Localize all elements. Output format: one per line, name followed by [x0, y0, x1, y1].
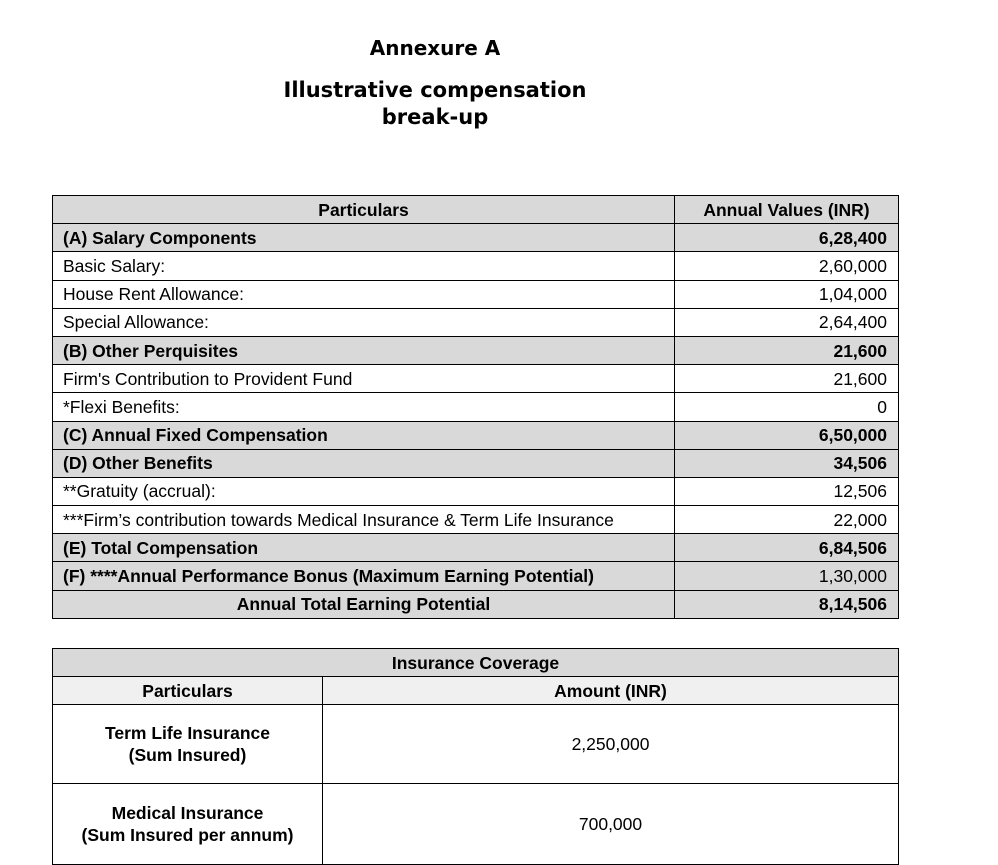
row-value: 1,04,000: [675, 280, 899, 308]
row-amount: 2,250,000: [323, 705, 899, 784]
row-label: (F) ****Annual Performance Bonus (Maximum Earning Potential): [53, 562, 675, 590]
row-label: *Flexi Benefits:: [53, 393, 675, 421]
column-header-amount: Amount (INR): [323, 677, 899, 705]
table-row-house-rent-allowance: [53, 280, 899, 308]
row-label: Basic Salary:: [53, 252, 675, 280]
table-row-other-benefits: [53, 449, 899, 477]
row-label: ***Firm’s contribution towards Medical Insurance & Term Life Insurance: [53, 506, 675, 534]
row-value: 2,64,400: [675, 308, 899, 336]
row-value: 21,600: [675, 336, 899, 364]
row-label: [53, 705, 323, 784]
table-row-flexi-benefits: [53, 393, 899, 421]
table-row-term-life-insurance: [53, 705, 899, 784]
table-header-row: [53, 196, 899, 224]
table-row-medical-insurance: [53, 784, 899, 865]
page-title: [270, 77, 600, 131]
row-label-line-1: Medical Insurance: [111, 803, 264, 823]
row-label: **Gratuity (accrual):: [53, 477, 675, 505]
row-value: 2,60,000: [675, 252, 899, 280]
column-header-particulars: Particulars: [53, 677, 323, 705]
row-label-line-2: (Sum Insured): [128, 745, 247, 765]
insurance-table: [52, 648, 899, 865]
row-label: (E) Total Compensation: [53, 534, 675, 562]
row-value: 6,28,400: [675, 224, 899, 252]
row-label: Special Allowance:: [53, 308, 675, 336]
row-label: (B) Other Perquisites: [53, 336, 675, 364]
row-label: (C) Annual Fixed Compensation: [53, 421, 675, 449]
table-row-performance-bonus: [53, 562, 899, 590]
table-row-other-perquisites: [53, 336, 899, 364]
table-row-total-compensation: [53, 534, 899, 562]
row-value: 12,506: [675, 477, 899, 505]
row-label: [53, 784, 323, 865]
row-label: Annual Total Earning Potential: [53, 590, 675, 618]
table-row-annual-fixed-compensation: [53, 421, 899, 449]
row-label-line-1: Term Life Insurance: [104, 723, 270, 743]
table-row-salary-components: [53, 224, 899, 252]
row-label-line-2: (Sum Insured per annum): [81, 825, 294, 845]
table-row-provident-fund: [53, 365, 899, 393]
row-value: 1,30,000: [675, 562, 899, 590]
insurance-caption-row: [53, 649, 899, 677]
insurance-header-row: [53, 677, 899, 705]
annexure-heading: Annexure A: [369, 36, 501, 60]
title-line-2: break-up: [381, 105, 489, 129]
table-row-annual-total-earning-potential: [53, 590, 899, 618]
row-label: House Rent Allowance:: [53, 280, 675, 308]
table-row-insurance-contribution: [53, 506, 899, 534]
column-header-particulars: Particulars: [53, 196, 675, 224]
row-label: (A) Salary Components: [53, 224, 675, 252]
row-value: 0: [675, 393, 899, 421]
table-row-gratuity: [53, 477, 899, 505]
row-value: 6,50,000: [675, 421, 899, 449]
title-line-1: Illustrative compensation: [283, 78, 587, 102]
column-header-annual-values: Annual Values (INR): [675, 196, 899, 224]
row-value: 8,14,506: [675, 590, 899, 618]
insurance-caption: Insurance Coverage: [53, 649, 899, 677]
row-value: 6,84,506: [675, 534, 899, 562]
row-value: 22,000: [675, 506, 899, 534]
row-label: (D) Other Benefits: [53, 449, 675, 477]
row-amount: 700,000: [323, 784, 899, 865]
row-label: Firm's Contribution to Provident Fund: [53, 365, 675, 393]
table-row-special-allowance: [53, 308, 899, 336]
row-value: 21,600: [675, 365, 899, 393]
row-value: 34,506: [675, 449, 899, 477]
compensation-table: [52, 195, 899, 619]
table-row-basic-salary: [53, 252, 899, 280]
